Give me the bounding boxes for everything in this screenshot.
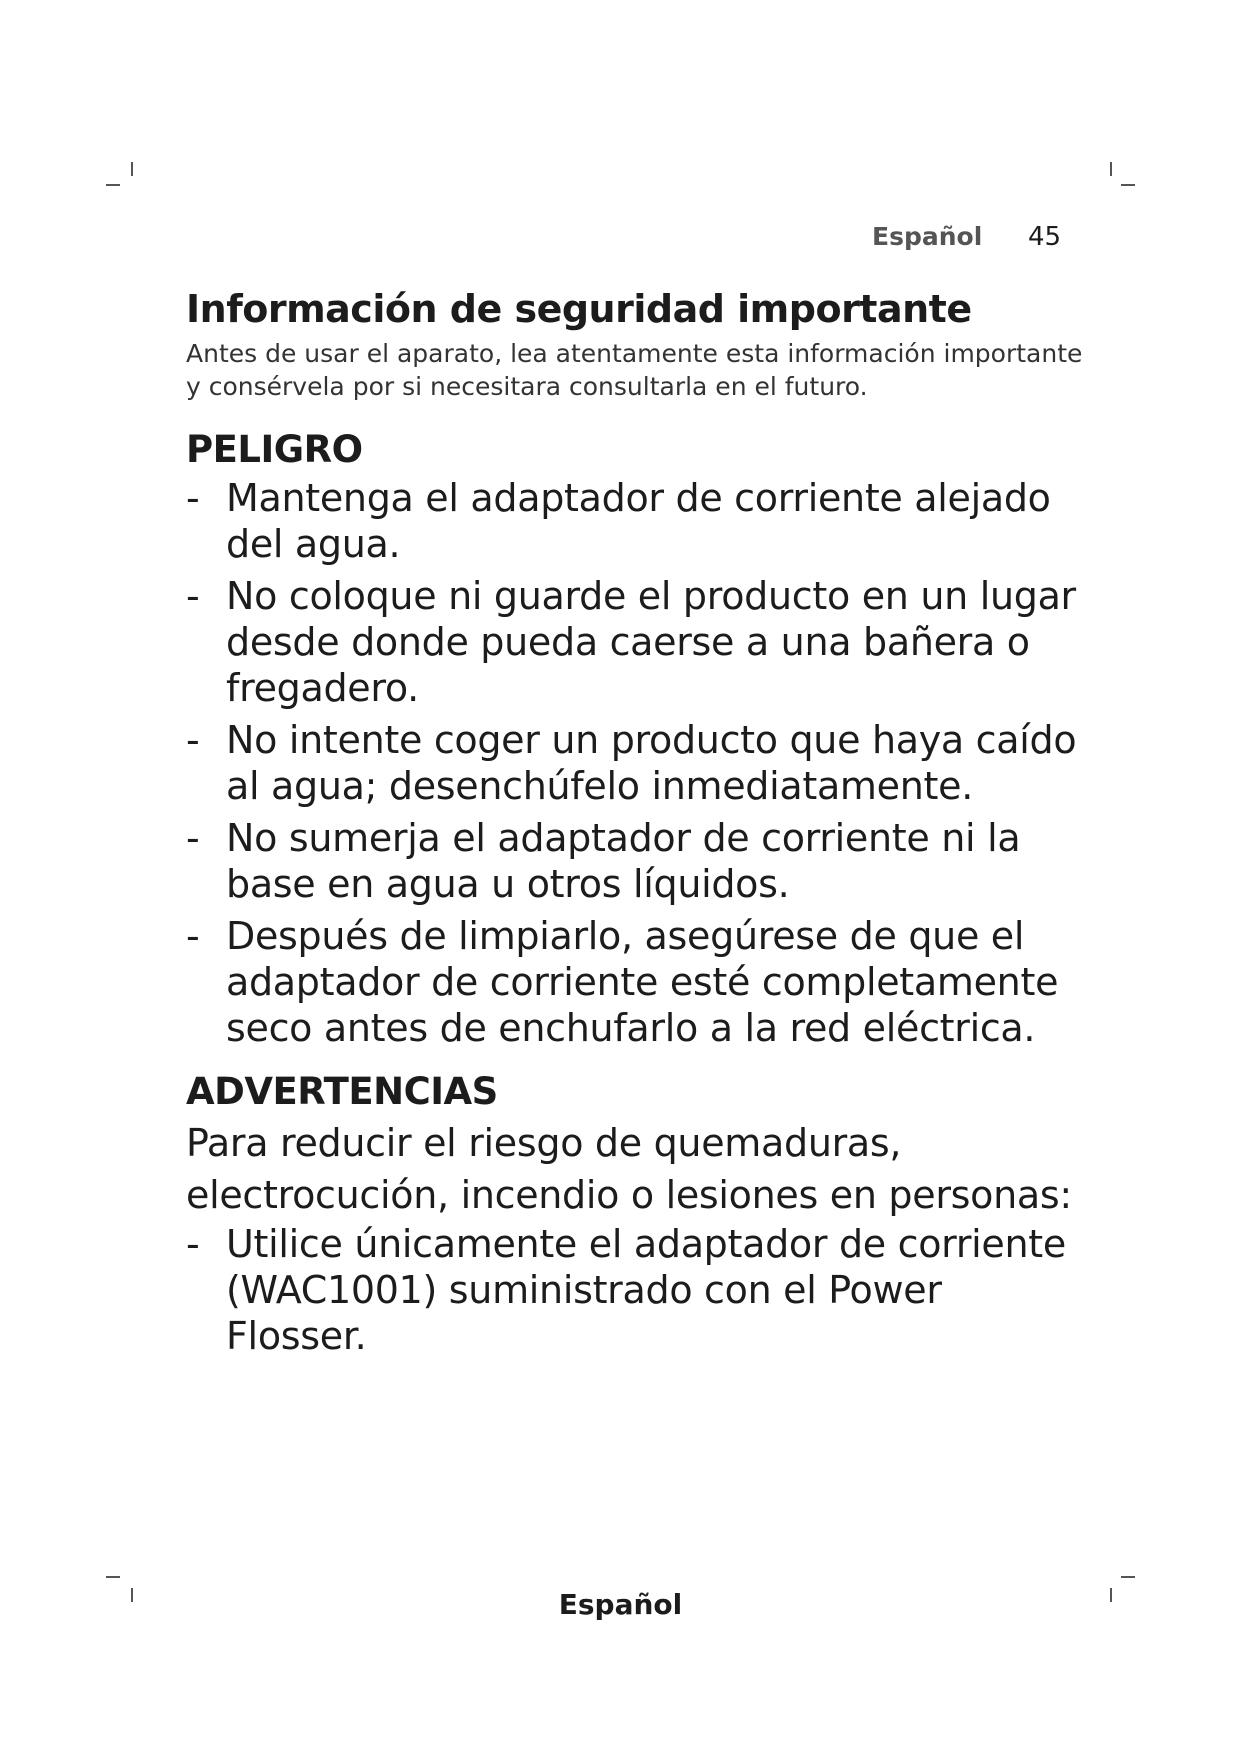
dash-marker: - (186, 1222, 200, 1266)
list-item-text: Mantenga el adaptador de corriente alejado del agua. (226, 476, 1051, 566)
list-item (186, 475, 1086, 567)
crop-mark-bottom-left-h (106, 1576, 120, 1578)
crop-mark-bottom-right-h (1121, 1576, 1135, 1578)
danger-list (186, 475, 1086, 1051)
warnings-list (186, 1221, 1086, 1359)
header-language: Español (872, 222, 983, 251)
crop-mark-top-left-h (106, 184, 120, 186)
page-footer: Español (558, 1588, 683, 1621)
crop-mark-top-right-h (1121, 184, 1135, 186)
list-item-text: Después de limpiarlo, asegúrese de que el adaptador de corriente esté completamente seco antes de enchufarlo a la red eléctrica. (226, 914, 1059, 1050)
list-item-text: Utilice únicamente el adaptador de corriente (WAC1001) suministrado con el Power Flosser. (226, 1222, 1066, 1358)
intro-text: Antes de usar el aparato, lea atentamente esta información importante y consérvela por si necesitara consultarla en el futuro. (186, 339, 1083, 401)
list-item (186, 913, 1086, 1051)
list-item (186, 717, 1086, 809)
list-item-text: No coloque ni guarde el producto en un lugar desde donde pueda caerse a una bañera o fregadero. (226, 574, 1076, 710)
dash-marker: - (186, 476, 200, 520)
page-number: 45 (1028, 222, 1062, 252)
warnings-heading: ADVERTENCIAS (186, 1070, 498, 1113)
warnings-intro: Para reducir el riesgo de quemaduras, electrocución, incendio o lesiones en personas: (186, 1121, 1072, 1217)
list-item (186, 573, 1086, 711)
dash-marker: - (186, 816, 200, 860)
list-item-text: No sumerja el adaptador de corriente ni la base en agua u otros líquidos. (226, 816, 1021, 906)
page-header (0, 222, 1241, 258)
list-item-text: No intente coger un producto que haya caído al agua; desenchúfelo inmediatamente. (226, 718, 1077, 808)
page-title: Información de seguridad importante (186, 287, 972, 331)
dash-marker: - (186, 914, 200, 958)
list-item (186, 815, 1086, 907)
dash-marker: - (186, 718, 200, 762)
crop-mark-top-right-v (1110, 162, 1112, 176)
danger-heading: PELIGRO (186, 428, 363, 471)
crop-mark-top-left-v (131, 162, 133, 176)
dash-marker: - (186, 574, 200, 618)
list-item (186, 1221, 1086, 1359)
page-content (186, 283, 1086, 1365)
